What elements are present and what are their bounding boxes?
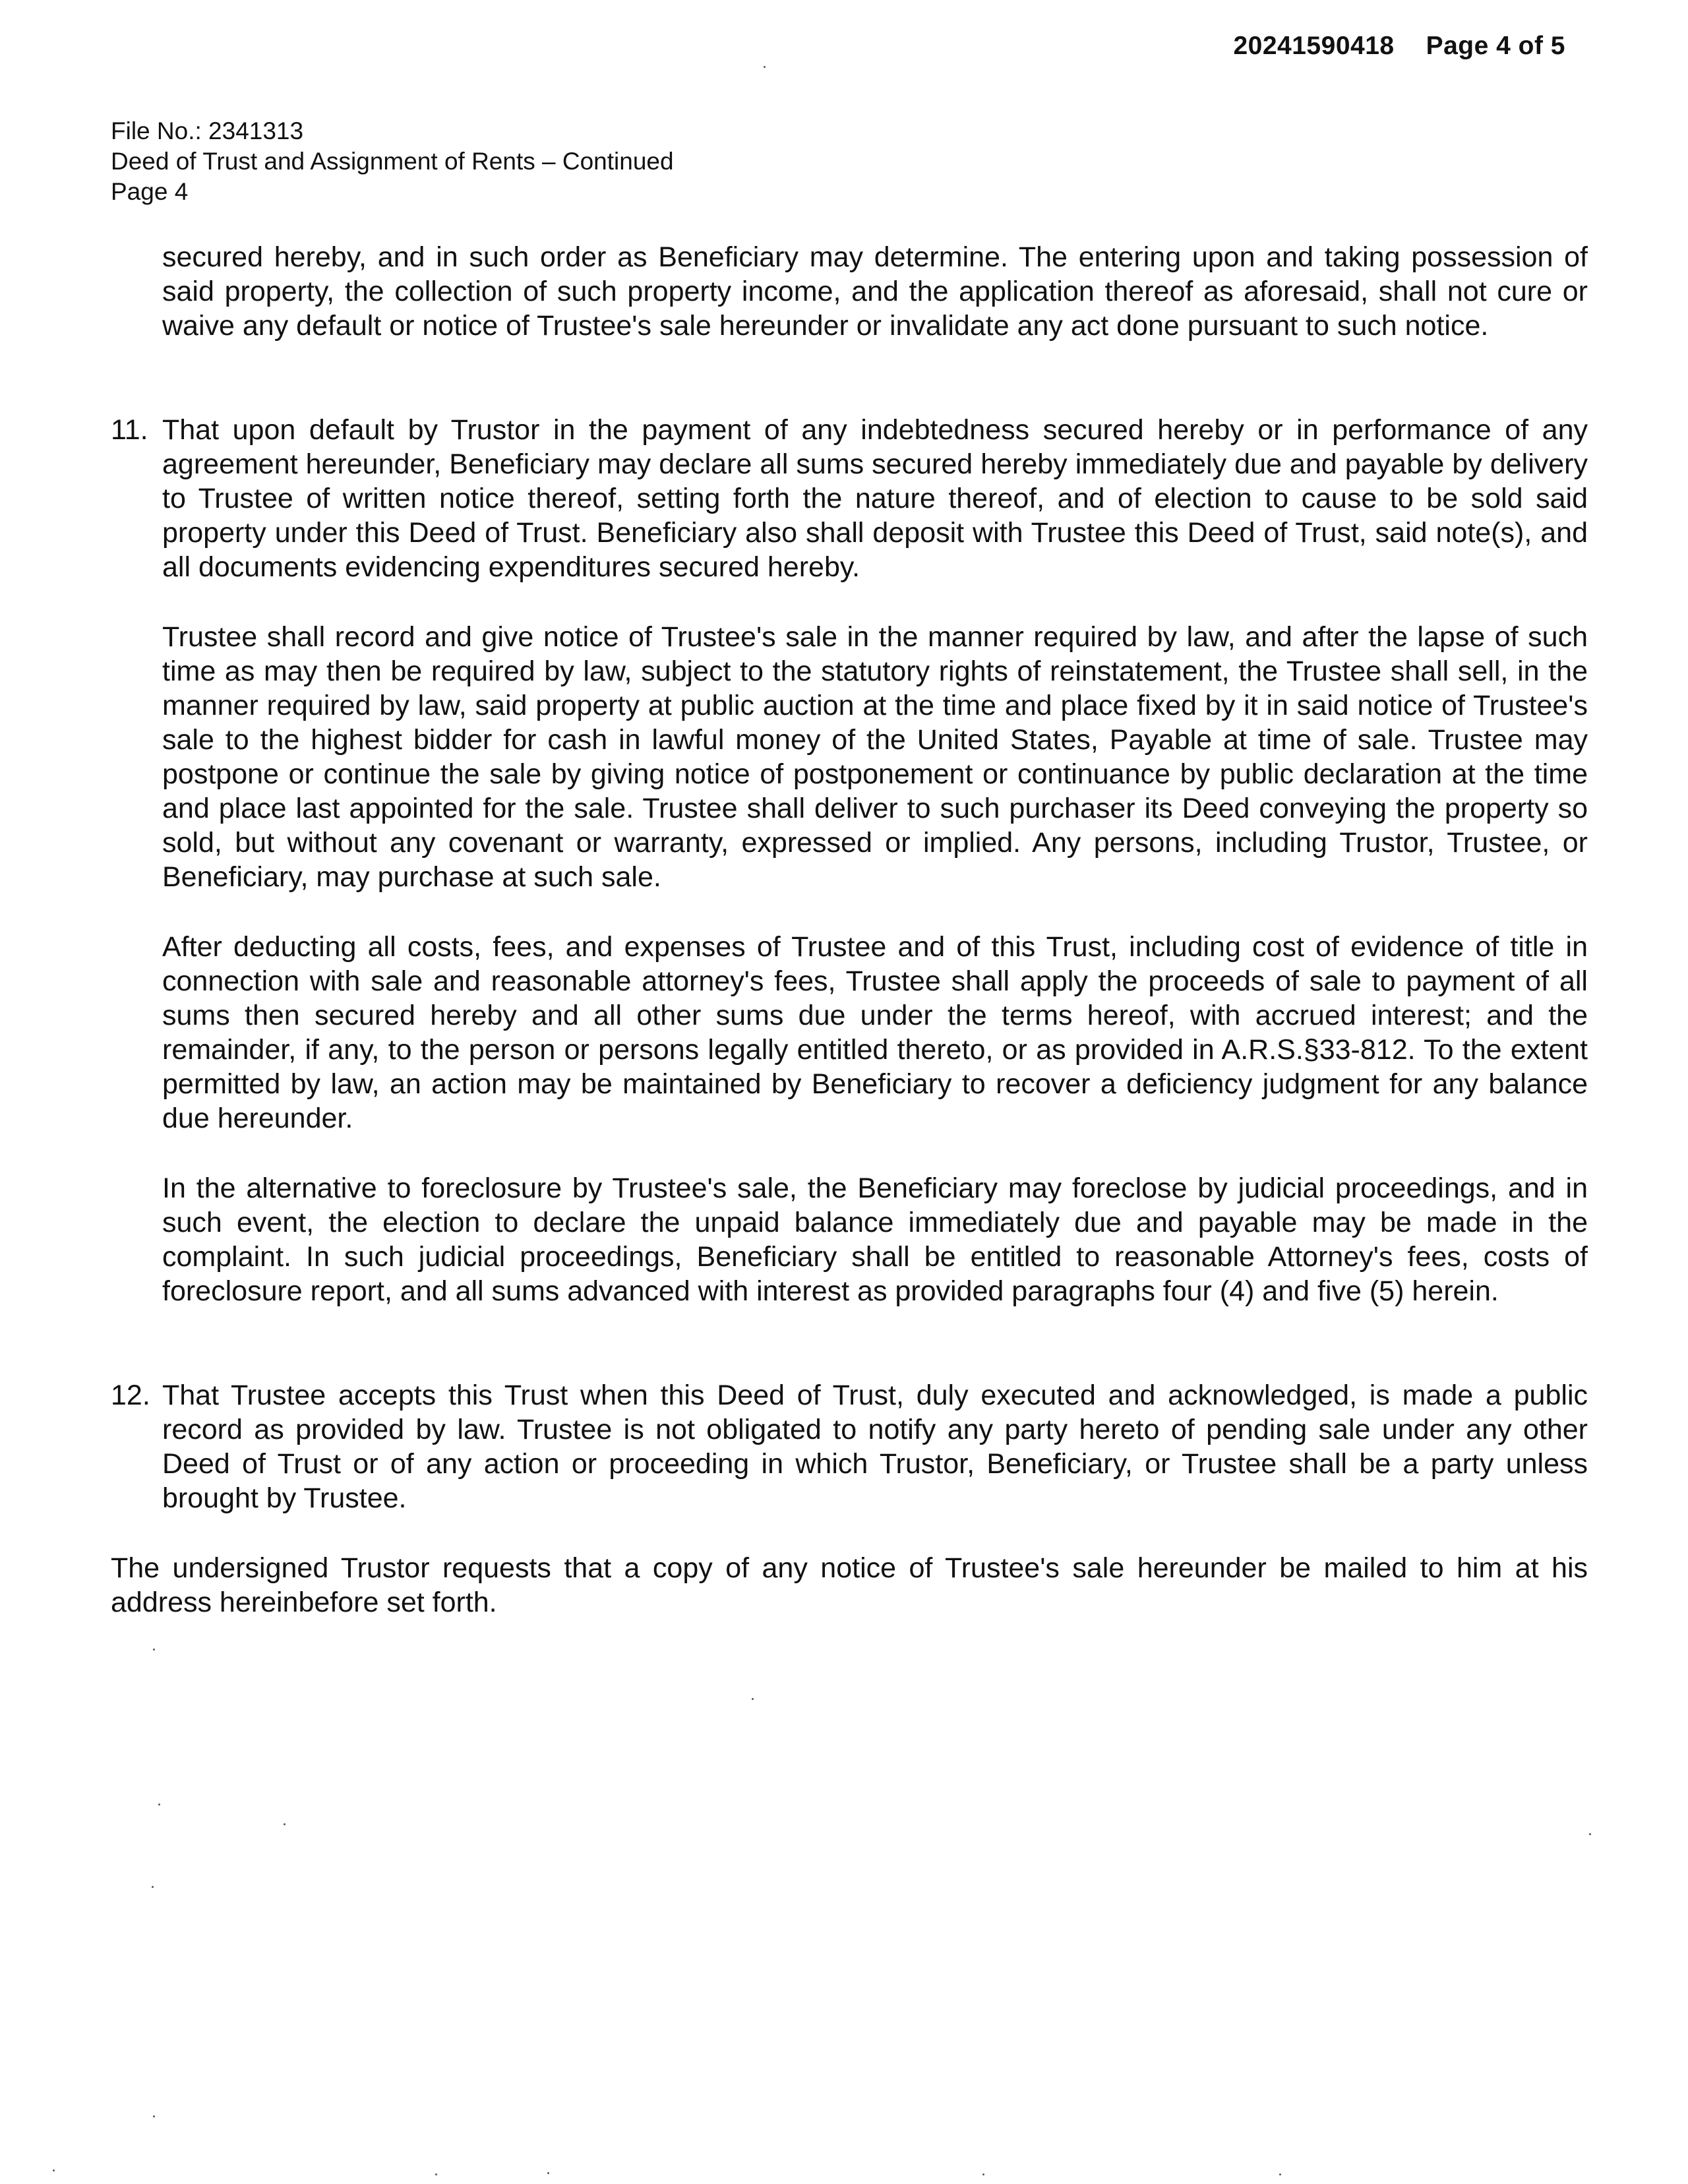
document-number: 20241590418	[1233, 32, 1395, 60]
closing-text: The undersigned Trustor requests that a copy of any notice of Trustee's sale hereunder be mailed to him at his address hereinbefore set forth.	[111, 1552, 1588, 1618]
file-info-block	[111, 116, 674, 207]
scan-speck	[158, 1804, 160, 1805]
scan-speck	[982, 2173, 984, 2175]
scan-speck	[1589, 1833, 1591, 1835]
closing-paragraph	[111, 1551, 1588, 1620]
continuation-text: secured hereby, and in such order as Beneficiary may determine. The entering upon and taking possession of said property, the collection of such property income, and the application thereof as aforesaid, shall not cure or waive any default or notice of Trustee's sale hereunder or invalidate any act done pursuant to such notice.	[162, 241, 1588, 342]
item-11-trustee-sale-text: Trustee shall record and give notice of Trustee's sale in the manner required by law, and after the lapse of such time as may then be required by law, subject to the statutory rights of reinstatement, the Trustee shall sell, in the manner required by law, said property at public auction at the time and place fixed by it in said notice of Trustee's sale to the highest bidder for cash in lawful money of the United States, Payable at time of sale. Trustee may postpone or continue the sale by giving notice of postponement or continuance by public declaration at the time and place last appointed for the sale. Trustee shall deliver to such purchaser its Deed conveying the property so sold, but without any covenant or warranty, expressed or implied. Any persons, including Trustor, Trustee, or Beneficiary, may purchase at such sale.	[162, 621, 1588, 893]
document-title: Deed of Trust and Assignment of Rents – Continued	[111, 148, 674, 175]
recording-header	[1233, 32, 1565, 61]
scan-speck	[752, 1698, 754, 1700]
item-12-text: That Trustee accepts this Trust when this Deed of Trust, duly executed and acknowledged, is made a public record as provided by law. Trustee is not obligated to notify any party hereto of pending sale under any other Deed of Trust or of any action or proceeding in which Trustor, Beneficiary, or Trustee shall be a party unless brought by Trustee.	[162, 1380, 1588, 1514]
scan-speck	[153, 2115, 155, 2117]
scan-speck	[1279, 2173, 1281, 2175]
item-11-text: That upon default by Trustor in the payment of any indebtedness secured hereby or in performance of any agreement hereunder, Beneficiary may declare all sums secured hereby immediately due and payable by delivery to Trustee of written notice thereof, setting forth the nature thereof, and of election to cause to be sold said property under this Deed of Trust. Beneficiary also shall deposit with Trustee this Deed of Trust, said note(s), and all documents evidencing expenditures secured hereby.	[162, 414, 1588, 583]
item-11-paragraph-3	[111, 930, 1588, 1136]
scan-speck	[764, 66, 766, 68]
item-12-number: 12.	[111, 1380, 150, 1411]
page-label: Page 4	[111, 178, 189, 205]
file-number: File No.: 2341313	[111, 117, 304, 144]
page-reference: Page 4 of 5	[1426, 32, 1565, 60]
item-12-paragraph	[111, 1378, 1588, 1515]
item-11	[111, 413, 1588, 584]
scan-speck	[53, 2169, 55, 2171]
scan-speck	[153, 1649, 155, 1651]
scan-speck	[152, 1886, 154, 1888]
continuation-paragraph	[111, 240, 1588, 343]
scan-speck	[547, 2172, 549, 2174]
item-11-judicial-text: In the alternative to foreclosure by Trustee's sale, the Beneficiary may foreclose by judicial proceedings, and in such event, the election to declare the unpaid balance immediately due and payable may be made in the complaint. In such judicial proceedings, Beneficiary shall be entitled to reasonable Attorney's fees, costs of foreclosure report, and all sums advanced with interest as provided paragraphs four (4) and five (5) herein.	[162, 1172, 1588, 1307]
item-11-paragraph-4	[111, 1171, 1588, 1308]
item-11-first-paragraph	[111, 413, 1588, 584]
scan-speck	[435, 2173, 437, 2175]
item-11-proceeds-text: After deducting all costs, fees, and expenses of Trustee and of this Trust, including cost of evidence of title in connection with sale and reasonable attorney's fees, Trustee shall apply the proceeds of sale to payment of all sums then secured hereby and all other sums due under the terms hereof, with accrued interest; and the remainder, if any, to the person or persons legally entitled thereto, or as provided in A.R.S.§33-812. To the extent permitted by law, an action may be maintained by Beneficiary to recover a deficiency judgment for any balance due hereunder.	[162, 931, 1588, 1134]
scan-speck	[284, 1823, 286, 1825]
item-11-paragraph-2	[111, 620, 1588, 894]
item-11-number: 11.	[111, 414, 148, 446]
item-12	[111, 1378, 1588, 1515]
